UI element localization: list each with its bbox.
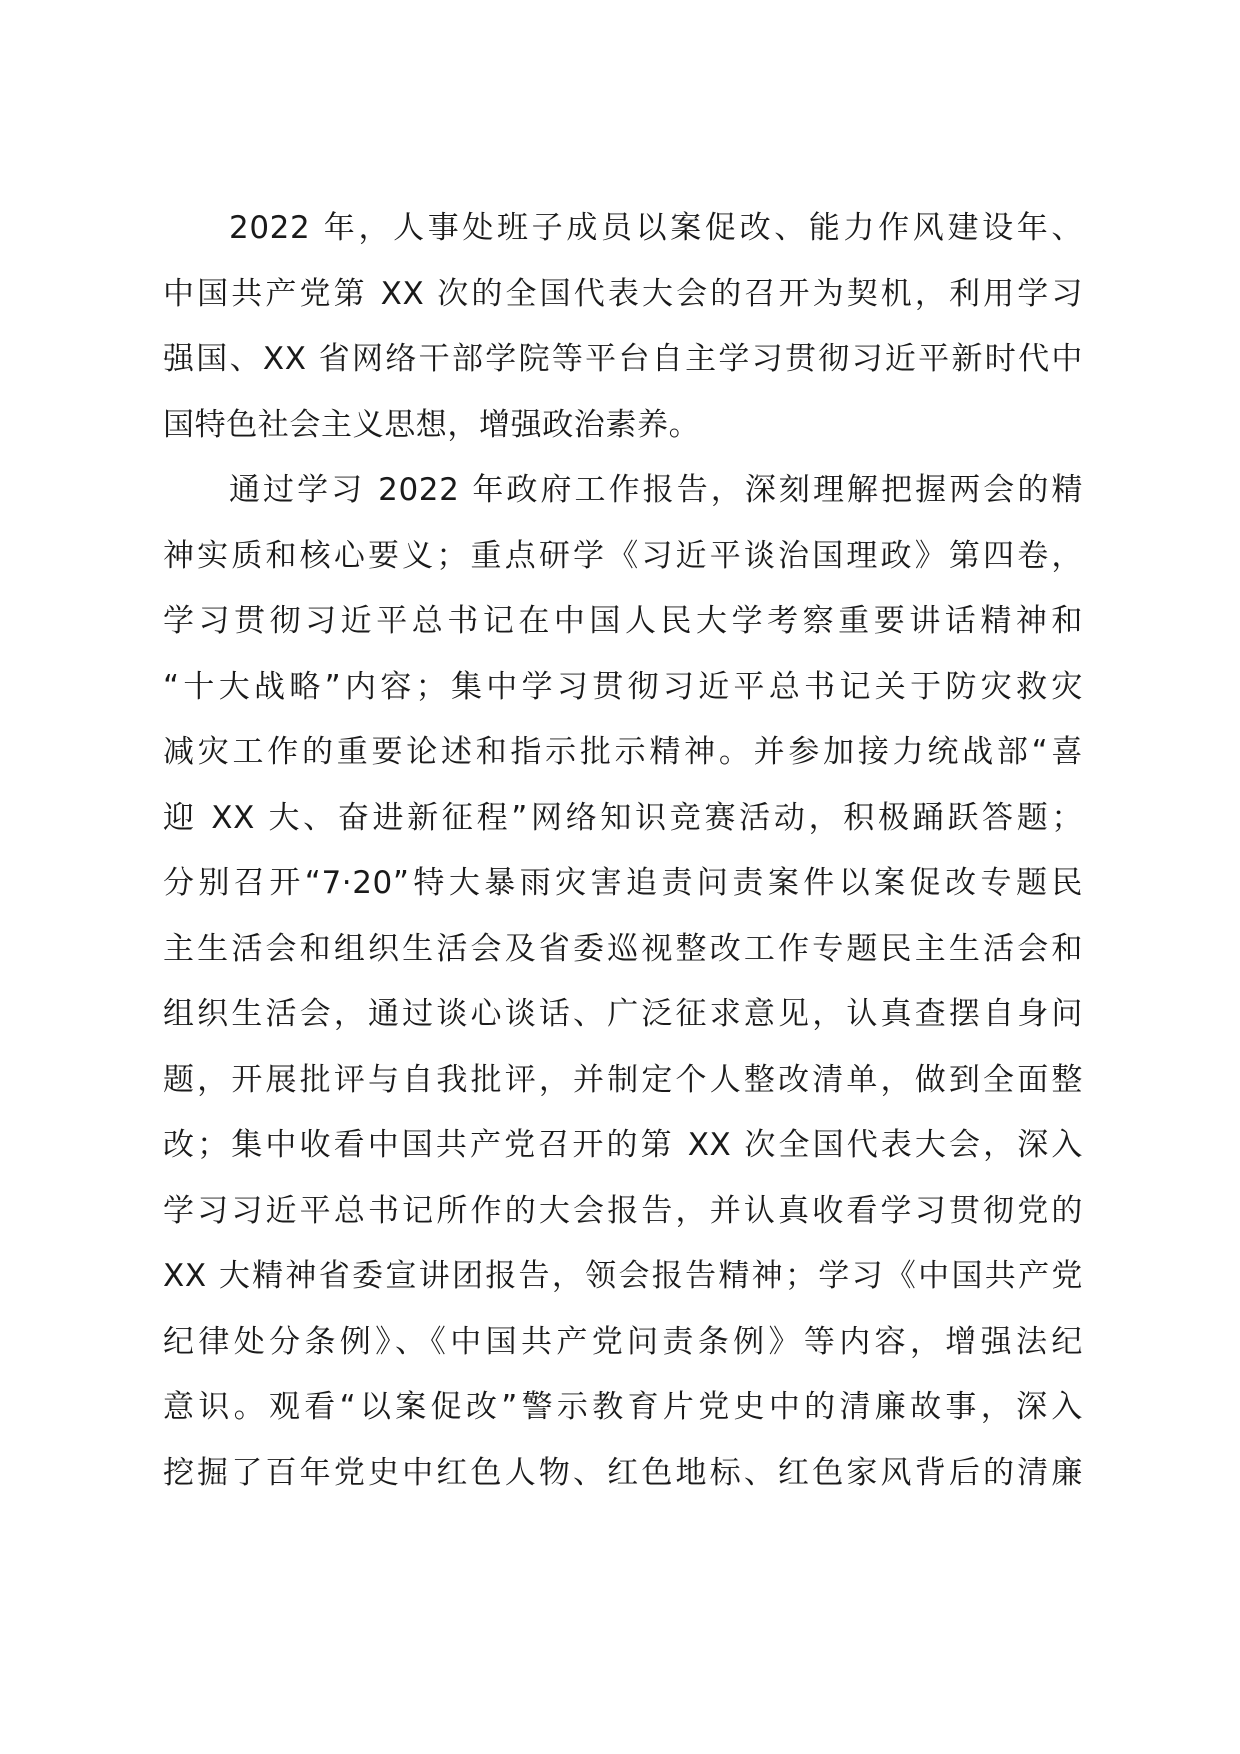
paragraph-line: 纪律处分条例》、《中国共产党问责条例》等内容，增强法纪 bbox=[163, 1323, 1083, 1360]
paragraph-line: 减灾工作的重要论述和指示批示精神。并参加接力统战部“喜 bbox=[163, 734, 1083, 770]
paragraph-line: 2022 年，人事处班子成员以案促改、能力作风建设年、 bbox=[229, 210, 1083, 246]
paragraph-line: 神实质和核心要义；重点研学《习近平谈治国理政》第四卷， bbox=[163, 537, 1083, 574]
paragraph-line: 主生活会和组织生活会及省委巡视整改工作专题民主生活会和 bbox=[163, 930, 1083, 967]
paragraph-line: 通过学习 2022 年政府工作报告，深刻理解把握两会的精 bbox=[229, 472, 1083, 508]
paragraph-line: 中国共产党第 XX 次的全国代表大会的召开为契机，利用学习 bbox=[163, 275, 1083, 312]
paragraph-line: “十大战略”内容；集中学习贯彻习近平总书记关于防灾救灾 bbox=[163, 668, 1083, 705]
paragraph-1 bbox=[163, 196, 1083, 458]
document-body bbox=[163, 196, 1083, 1506]
paragraph-line: 强国、XX 省网络干部学院等平台自主学习贯彻习近平新时代中 bbox=[163, 341, 1083, 377]
paragraph-line: 挖掘了百年党史中红色人物、红色地标、红色家风背后的清廉 bbox=[163, 1454, 1083, 1491]
paragraph-line: 组织生活会，通过谈心谈话、广泛征求意见，认真查摆自身问 bbox=[163, 996, 1083, 1032]
paragraph-2 bbox=[163, 458, 1083, 1506]
paragraph-line: 学习习近平总书记所作的大会报告，并认真收看学习贯彻党的 bbox=[163, 1192, 1083, 1229]
paragraph-line: 国特色社会主义思想，增强政治素养。 bbox=[163, 406, 701, 443]
paragraph-line: 题，开展批评与自我批评，并制定个人整改清单，做到全面整 bbox=[163, 1061, 1083, 1098]
paragraph-line: XX 大精神省委宣讲团报告，领会报告精神；学习《中国共产党 bbox=[163, 1258, 1083, 1294]
paragraph-line: 改；集中收看中国共产党召开的第 XX 次全国代表大会，深入 bbox=[163, 1127, 1083, 1163]
paragraph-line: 意识。观看“以案促改”警示教育片党史中的清廉故事，深入 bbox=[163, 1389, 1083, 1425]
paragraph-line: 迎 XX 大、奋进新征程”网络知识竞赛活动，积极踊跃答题； bbox=[163, 799, 1083, 836]
paragraph-line: 学习贯彻习近平总书记在中国人民大学考察重要讲话精神和 bbox=[163, 603, 1083, 639]
paragraph-line: 分别召开“7·20”特大暴雨灾害追责问责案件以案促改专题民 bbox=[163, 865, 1083, 901]
